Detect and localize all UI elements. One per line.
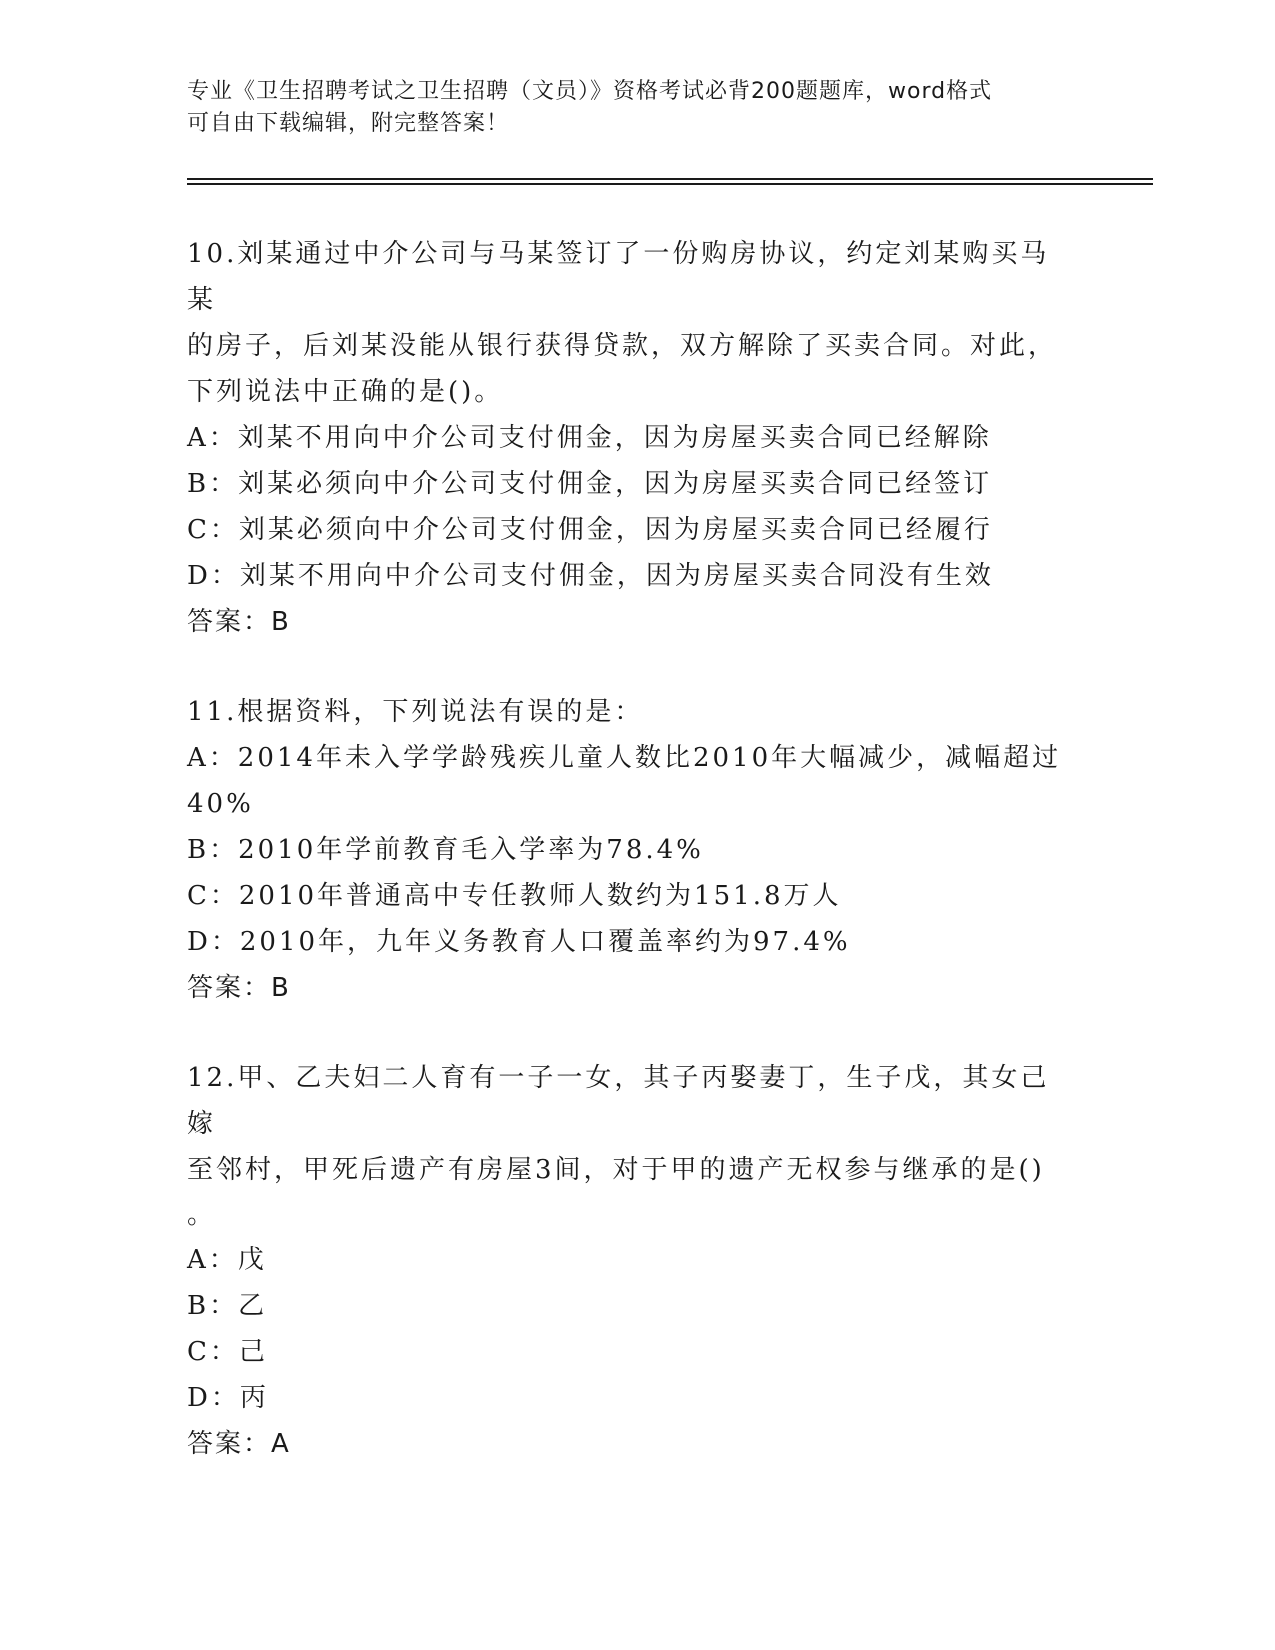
option-b: B：刘某必须向中介公司支付佣金，因为房屋买卖合同已经签订 [187,469,993,499]
question-12 [187,1055,1067,1467]
question-11 [187,689,1067,1011]
option-c: C：2010年普通高中专任教师人数约为151.8万人 [187,881,842,911]
option-a: A：刘某不用向中介公司支付佣金，因为房屋买卖合同已经解除 [187,423,992,453]
header-line-2: 可自由下载编辑，附完整答案！ [187,111,510,136]
option-a: A：2014年未入学学龄残疾儿童人数比2010年大幅减少，减幅超过 [187,743,1062,773]
header-line-1: 专业《卫生招聘考试之卫生招聘（文员）》资格考试必背200题题库，word格式 [187,79,993,104]
question-stem [187,231,1067,415]
stem-line: 11.根据资料，下列说法有误的是： [187,697,644,727]
option-a: A：戊 [187,1245,267,1275]
stem-line: 10.刘某通过中介公司与马某签订了一份购房协议，约定刘某购买马某 [187,239,1050,315]
question-stem [187,689,1067,735]
answer: 答案：B [187,607,291,637]
stem-line: 下列说法中正确的是()。 [187,377,504,407]
document-header [187,76,1067,140]
option-a-continued: 40% [187,789,254,819]
option-d: D：2010年，九年义务教育人口覆盖率约为97.4% [187,927,851,957]
question-10 [187,231,1067,645]
option-d: D：丙 [187,1383,269,1413]
option-c: C：刘某必须向中介公司支付佣金，因为房屋买卖合同已经履行 [187,515,993,545]
question-stem [187,1055,1067,1237]
option-b: B：乙 [187,1291,268,1321]
option-b: B：2010年学前教育毛入学率为78.4% [187,835,704,865]
stem-line: 的房子，后刘某没能从银行获得贷款，双方解除了买卖合同。对此， [187,331,1058,361]
question-list [187,231,1067,1511]
answer: 答案：A [187,1429,291,1459]
option-c: C：己 [187,1337,268,1367]
stem-line: 。 [187,1200,217,1230]
answer: 答案：B [187,973,291,1003]
header-divider-top [187,178,1153,180]
stem-line: 至邻村，甲死后遗产有房屋3间，对于甲的遗产无权参与继承的是() [187,1155,1045,1185]
stem-line: 12.甲、乙夫妇二人育有一子一女，其子丙娶妻丁，生子戊，其女己嫁 [187,1063,1050,1139]
header-divider-bottom [187,183,1153,185]
option-d: D：刘某不用向中介公司支付佣金，因为房屋买卖合同没有生效 [187,561,994,591]
